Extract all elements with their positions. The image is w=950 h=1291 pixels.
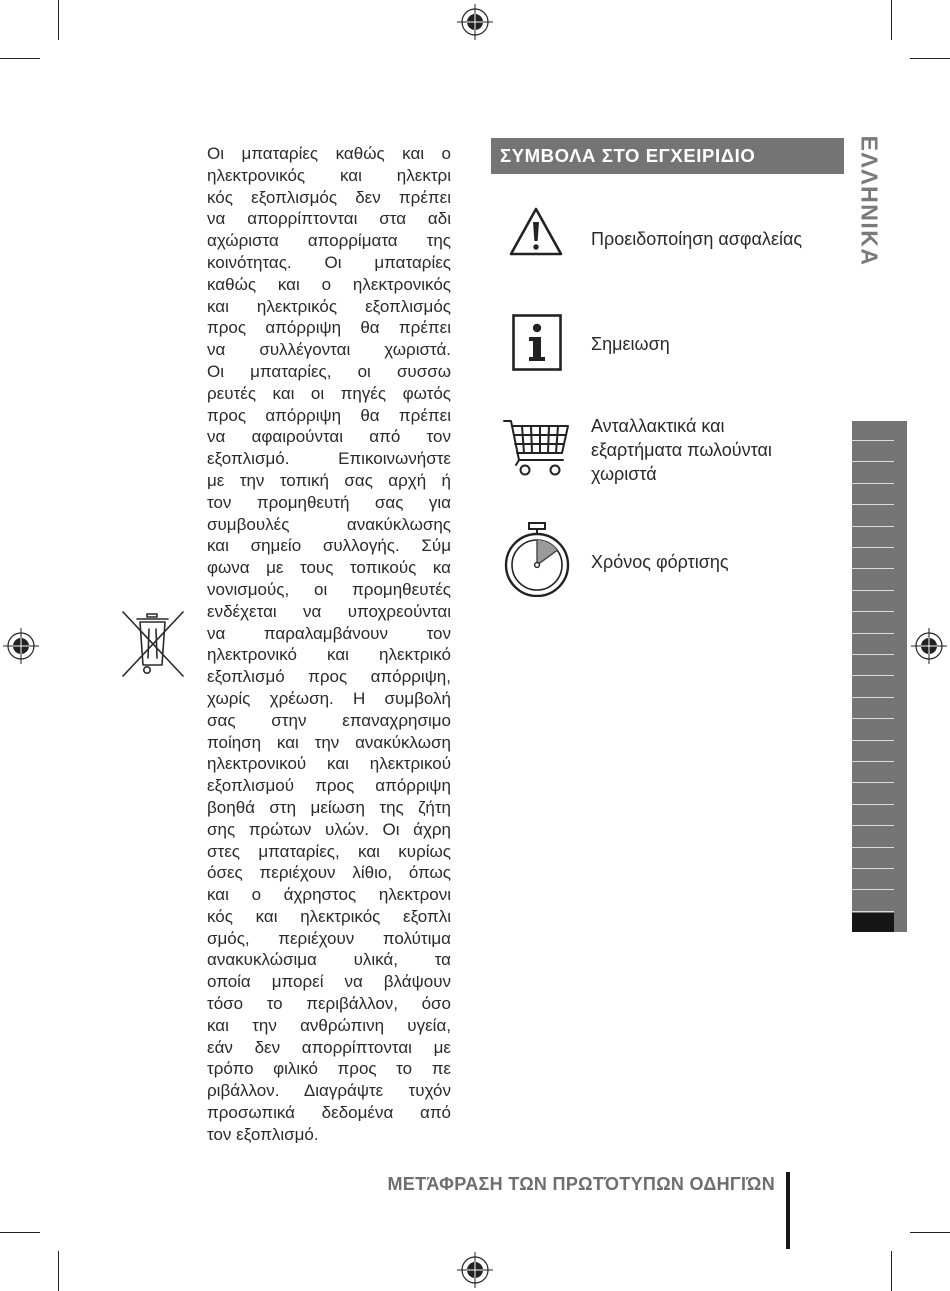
- crop-mark: [0, 1232, 40, 1233]
- paragraph-line: Οι μπαταρίες, οι συσσω: [207, 361, 451, 381]
- paragraph-line: σμός, περιέχουν πολύτιμα: [207, 928, 451, 948]
- paragraph-line: όσες περιέχουν λίθιο, όπως: [207, 863, 451, 883]
- symbol-label-line: Χρόνος φόρτισης: [591, 552, 729, 572]
- shopping-cart-icon: [502, 417, 570, 481]
- page-footer: ΜΕΤΆΦΡΑΣΗ ΤΩΝ ΠΡΩΤΌΤΥΠΩΝ ΟΔΗΓΙΏΝ: [387, 1174, 775, 1194]
- crop-mark: [0, 58, 40, 59]
- paragraph-line: καθώς και ο ηλεκτρονικός: [207, 274, 451, 294]
- symbol-label-line: Σημειωση: [591, 334, 670, 354]
- paragraph-line: τρόπο φιλικό προς το πε: [207, 1059, 451, 1079]
- warning-triangle-icon: [508, 206, 564, 258]
- paragraph-line: χωρίς χρέωση. Η συμβολή: [207, 688, 451, 708]
- paragraph-line: με την τοπική σας αρχή ή: [207, 470, 451, 490]
- paragraph-line: ηλεκτρονικό και ηλεκτρικό: [207, 645, 451, 665]
- paragraph-line: κοινότητας. Οι μπαταρίες: [207, 252, 451, 272]
- symbol-label-spare-parts: [591, 414, 772, 486]
- ruler-tick: [852, 761, 894, 762]
- paragraph-line: ενδέχεται να υποχρεούνται: [207, 601, 451, 621]
- paragraph-line: ριβάλλον. Διαγράψτε τυχόν: [207, 1081, 451, 1101]
- paragraph-line: φωνα με τους τοπικούς κα: [207, 558, 451, 578]
- current-section-marker: [852, 913, 894, 932]
- paragraph-line: ηλεκτρονικός και ηλεκτρι: [207, 165, 451, 185]
- paragraph-line: ηλεκτρονικού και ηλεκτρικού: [207, 754, 451, 774]
- symbol-label-note: [591, 332, 670, 356]
- paragraph-line: αχώριστα απορρίματα της: [207, 231, 451, 251]
- paragraph-line: σης πρώτων υλών. Οι άχρη: [207, 819, 451, 839]
- stopwatch-icon: [501, 521, 573, 597]
- ruler-tick: [852, 697, 894, 698]
- ruler-tick: [852, 654, 894, 655]
- symbol-label-charging-time: [591, 550, 729, 574]
- crop-mark: [910, 58, 950, 59]
- paragraph-line: τον εξοπλισμό.: [207, 1124, 319, 1144]
- paragraph-line: ρευτές και οι πηγές φωτός: [207, 383, 451, 403]
- ruler-tick: [852, 889, 894, 890]
- paragraph-line: προς απόρριψη θα πρέπει: [207, 405, 451, 425]
- ruler-tick: [852, 590, 894, 591]
- disposal-instructions-paragraph: [207, 143, 451, 1146]
- registration-mark-icon: [457, 4, 493, 40]
- paragraph-line: και την ανθρώπινη υγεία,: [207, 1015, 451, 1035]
- paragraph-line: και ο άχρηστος ηλεκτρονι: [207, 885, 451, 905]
- crop-mark: [58, 0, 59, 40]
- ruler-tick: [852, 825, 894, 826]
- ruler-tick: [852, 847, 894, 848]
- info-icon: [512, 314, 562, 371]
- paragraph-line: και ηλεκτρικός εξοπλισμός: [207, 296, 451, 316]
- symbol-label-line: εξαρτήματα πωλούνται: [591, 440, 772, 460]
- ruler-tick: [852, 547, 894, 548]
- language-tab: [849, 135, 889, 266]
- paragraph-line: ποίηση και την ανακύκλωση: [207, 732, 451, 752]
- paragraph-line: συμβουλές ανακύκλωσης: [207, 514, 451, 534]
- paragraph-line: εξοπλισμό προς απόρριψη,: [207, 667, 451, 687]
- paragraph-line: να απορρίπτονται στα αδι: [207, 209, 451, 229]
- crop-mark: [910, 1232, 950, 1233]
- paragraph-line: και σημείο συλλογής. Σύμ: [207, 536, 451, 556]
- paragraph-line: προσωπικά δεδομένα από: [207, 1103, 451, 1123]
- ruler-tick: [852, 504, 894, 505]
- ruler-tick: [852, 526, 894, 527]
- paragraph-line: κός και ηλεκτρικός εξοπλι: [207, 906, 451, 926]
- registration-mark-icon: [3, 628, 39, 664]
- ruler-tick: [852, 633, 894, 634]
- symbol-label-line: Προειδοποίηση ασφαλείας: [591, 229, 803, 249]
- section-index-ruler: [852, 421, 907, 932]
- ruler-tick: [852, 782, 894, 783]
- ruler-tick: [852, 740, 894, 741]
- ruler-tick: [852, 483, 894, 484]
- crop-mark: [891, 1251, 892, 1291]
- language-tab-label: ΕΛΛΗΝΙΚΑ: [856, 135, 883, 266]
- footer-divider: [786, 1172, 790, 1249]
- paragraph-line: νονισμούς, οι προμηθευτές: [207, 579, 451, 599]
- symbol-label-line: Ανταλλακτικά και: [591, 416, 725, 436]
- ruler-tick: [852, 675, 894, 676]
- paragraph-line: εάν δεν απορρίπτονται με: [207, 1037, 451, 1057]
- paragraph-line: τόσο το περιβάλλον, όσο: [207, 994, 451, 1014]
- paragraph-line: τον προμηθευτή σας για: [207, 492, 451, 512]
- ruler-tick: [852, 461, 894, 462]
- paragraph-line: προς απόρριψη θα πρέπει: [207, 318, 451, 338]
- ruler-tick: [852, 911, 894, 912]
- paragraph-line: κός εξοπλισμός δεν πρέπει: [207, 187, 451, 207]
- symbols-section-heading: ΣΥΜΒΟΛΑ ΣΤΟ ΕΓΧΕΙΡΙΔΙΟ: [491, 138, 844, 174]
- crop-mark: [58, 1251, 59, 1291]
- ruler-tick: [852, 804, 894, 805]
- paragraph-line: εξοπλισμό. Επικοινωνήστε: [207, 449, 451, 469]
- paragraph-line: σας στην επαναχρησιμο: [207, 710, 451, 730]
- ruler-tick: [852, 611, 894, 612]
- paragraph-line: Οι μπαταρίες καθώς και ο: [207, 144, 451, 163]
- registration-mark-icon: [457, 1252, 493, 1288]
- symbol-label-line: χωριστά: [591, 464, 657, 484]
- paragraph-line: βοηθά στη μείωση της ζήτη: [207, 797, 451, 817]
- paragraph-line: εξοπλισμού προς απόρριψη: [207, 776, 451, 796]
- paragraph-line: στες μπαταρίες, και κυρίως: [207, 841, 451, 861]
- paragraph-line: οποία μπορεί να βλάψουν: [207, 972, 451, 992]
- paragraph-line: να συλλέγονται χωριστά.: [207, 340, 451, 360]
- ruler-tick: [852, 440, 894, 441]
- paragraph-line: να αφαιρούνται από τον: [207, 427, 451, 447]
- ruler-tick: [852, 568, 894, 569]
- crossed-out-wheelie-bin-icon: [120, 609, 186, 679]
- symbol-label-warning: [591, 227, 802, 251]
- crop-mark: [891, 0, 892, 40]
- ruler-tick: [852, 718, 894, 719]
- registration-mark-icon: [911, 628, 947, 664]
- paragraph-line: να παραλαμβάνουν τον: [207, 623, 451, 643]
- paragraph-line: ανακυκλώσιμα υλικά, τα: [207, 950, 451, 970]
- ruler-tick: [852, 868, 894, 869]
